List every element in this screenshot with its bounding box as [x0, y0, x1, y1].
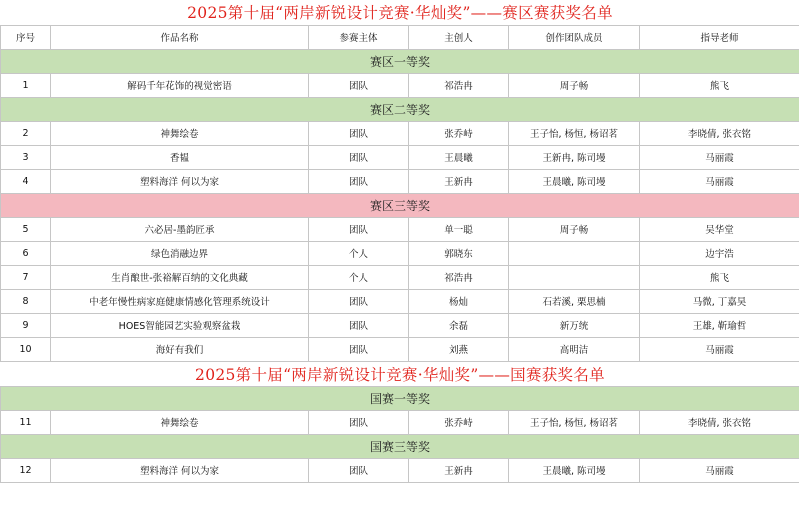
cell-index[interactable]: 12: [1, 458, 51, 482]
cell-index[interactable]: 5: [1, 217, 51, 241]
section-label-national-first[interactable]: 国赛一等奖: [1, 386, 799, 410]
table-row: [1, 217, 799, 241]
cell-team[interactable]: 新万统: [509, 313, 640, 337]
cell-advisor[interactable]: 马丽霞: [640, 145, 799, 169]
cell-lead[interactable]: 张乔峙: [409, 121, 509, 145]
cell-advisor[interactable]: 马丽霞: [640, 337, 799, 361]
cell-lead[interactable]: 祁浩冉: [409, 265, 509, 289]
section-row-second: [1, 97, 799, 121]
cell-work[interactable]: 香韫: [51, 145, 309, 169]
cell-advisor[interactable]: 熊飞: [640, 265, 799, 289]
cell-lead[interactable]: 祁浩冉: [409, 73, 509, 97]
cell-team[interactable]: [509, 265, 640, 289]
table-row: [1, 241, 799, 265]
section-row-first: [1, 49, 799, 73]
cell-team[interactable]: 周子畅: [509, 73, 640, 97]
header-cell-index[interactable]: 序号: [1, 25, 51, 49]
cell-entrant[interactable]: 个人: [309, 265, 409, 289]
table-row: [1, 458, 799, 482]
cell-entrant[interactable]: 团队: [309, 410, 409, 434]
cell-index[interactable]: 10: [1, 337, 51, 361]
cell-team[interactable]: 王子怡, 杨恒, 杨诏茗: [509, 121, 640, 145]
cell-team[interactable]: 高明洁: [509, 337, 640, 361]
cell-entrant[interactable]: 团队: [309, 289, 409, 313]
cell-advisor[interactable]: 熊飞: [640, 73, 799, 97]
title-row-regional: [1, 0, 799, 25]
section-row-national-first: [1, 386, 799, 410]
section-label-national-third[interactable]: 国赛三等奖: [1, 434, 799, 458]
cell-lead[interactable]: 张乔峙: [409, 410, 509, 434]
cell-index[interactable]: 3: [1, 145, 51, 169]
sheet-title-national[interactable]: 2025第十届“两岸新锐设计竞赛·华灿奖”——国赛获奖名单: [1, 361, 799, 386]
cell-lead[interactable]: 郭晓东: [409, 241, 509, 265]
header-row: [1, 25, 799, 49]
cell-team[interactable]: [509, 241, 640, 265]
cell-advisor[interactable]: 王雄, 靳瑜哲: [640, 313, 799, 337]
cell-index[interactable]: 11: [1, 410, 51, 434]
cell-advisor[interactable]: 马微, 丁嘉昊: [640, 289, 799, 313]
header-cell-work[interactable]: 作品名称: [51, 25, 309, 49]
header-cell-entrant[interactable]: 参赛主体: [309, 25, 409, 49]
cell-lead[interactable]: 单一聪: [409, 217, 509, 241]
cell-lead[interactable]: 王新冉: [409, 169, 509, 193]
cell-work[interactable]: 六必居-墨韵匠承: [51, 217, 309, 241]
table-row: [1, 289, 799, 313]
cell-team[interactable]: 王新冉, 陈司墁: [509, 145, 640, 169]
cell-work[interactable]: 神舞绘卷: [51, 121, 309, 145]
cell-advisor[interactable]: 李晓倩, 张衣铭: [640, 121, 799, 145]
sheet-title-regional[interactable]: 2025第十届“两岸新锐设计竞赛·华灿奖”——赛区赛获奖名单: [1, 0, 799, 25]
cell-advisor[interactable]: 边宇浩: [640, 241, 799, 265]
cell-lead[interactable]: 杨灿: [409, 289, 509, 313]
cell-lead[interactable]: 刘燕: [409, 337, 509, 361]
cell-lead[interactable]: 王晨曦: [409, 145, 509, 169]
section-label-first[interactable]: 赛区一等奖: [1, 49, 799, 73]
cell-advisor[interactable]: 马丽霞: [640, 458, 799, 482]
header-cell-team[interactable]: 创作团队成员: [509, 25, 640, 49]
section-label-second[interactable]: 赛区二等奖: [1, 97, 799, 121]
cell-entrant[interactable]: 团队: [309, 121, 409, 145]
table-row: [1, 410, 799, 434]
cell-entrant[interactable]: 团队: [309, 337, 409, 361]
cell-team[interactable]: 周子畅: [509, 217, 640, 241]
cell-index[interactable]: 7: [1, 265, 51, 289]
cell-team[interactable]: 王子怡, 杨恒, 杨诏茗: [509, 410, 640, 434]
table-row: [1, 145, 799, 169]
cell-index[interactable]: 4: [1, 169, 51, 193]
cell-entrant[interactable]: 团队: [309, 217, 409, 241]
cell-team[interactable]: 石若溪, 栗思楠: [509, 289, 640, 313]
cell-index[interactable]: 9: [1, 313, 51, 337]
cell-entrant[interactable]: 团队: [309, 73, 409, 97]
header-cell-lead[interactable]: 主创人: [409, 25, 509, 49]
cell-index[interactable]: 2: [1, 121, 51, 145]
cell-lead[interactable]: 余磊: [409, 313, 509, 337]
cell-lead[interactable]: 王新冉: [409, 458, 509, 482]
table-row: [1, 73, 799, 97]
cell-work[interactable]: 生肖酿世-张裕解百纳的文化典藏: [51, 265, 309, 289]
cell-work[interactable]: 塑料海洋 何以为家: [51, 458, 309, 482]
title-row-national: [1, 361, 799, 386]
table-row: [1, 337, 799, 361]
table-row: [1, 313, 799, 337]
cell-entrant[interactable]: 团队: [309, 145, 409, 169]
cell-work[interactable]: 中老年慢性病家庭健康情感化管理系统设计: [51, 289, 309, 313]
cell-advisor[interactable]: 吴华堂: [640, 217, 799, 241]
cell-work[interactable]: HOES智能园艺实验观察盆栽: [51, 313, 309, 337]
cell-work[interactable]: 绿色消融边界: [51, 241, 309, 265]
table-row: [1, 169, 799, 193]
cell-work[interactable]: 神舞绘卷: [51, 410, 309, 434]
cell-work[interactable]: 解码千年花饰的视觉密语: [51, 73, 309, 97]
cell-entrant[interactable]: 团队: [309, 169, 409, 193]
section-label-third[interactable]: 赛区三等奖: [1, 193, 799, 217]
cell-advisor[interactable]: 李晓倩, 张衣铭: [640, 410, 799, 434]
cell-entrant[interactable]: 个人: [309, 241, 409, 265]
cell-index[interactable]: 8: [1, 289, 51, 313]
cell-entrant[interactable]: 团队: [309, 313, 409, 337]
table-row: [1, 121, 799, 145]
section-row-third: [1, 193, 799, 217]
cell-team[interactable]: 王晨曦, 陈司墁: [509, 458, 640, 482]
cell-index[interactable]: 6: [1, 241, 51, 265]
cell-entrant[interactable]: 团队: [309, 458, 409, 482]
header-cell-advisor[interactable]: 指导老师: [640, 25, 799, 49]
cell-team[interactable]: 王晨曦, 陈司墁: [509, 169, 640, 193]
cell-index[interactable]: 1: [1, 73, 51, 97]
table-row: [1, 265, 799, 289]
cell-advisor[interactable]: 马丽霞: [640, 169, 799, 193]
section-row-national-third: [1, 434, 799, 458]
cell-work[interactable]: 海好有我们: [51, 337, 309, 361]
cell-work[interactable]: 塑料海洋 何以为家: [51, 169, 309, 193]
